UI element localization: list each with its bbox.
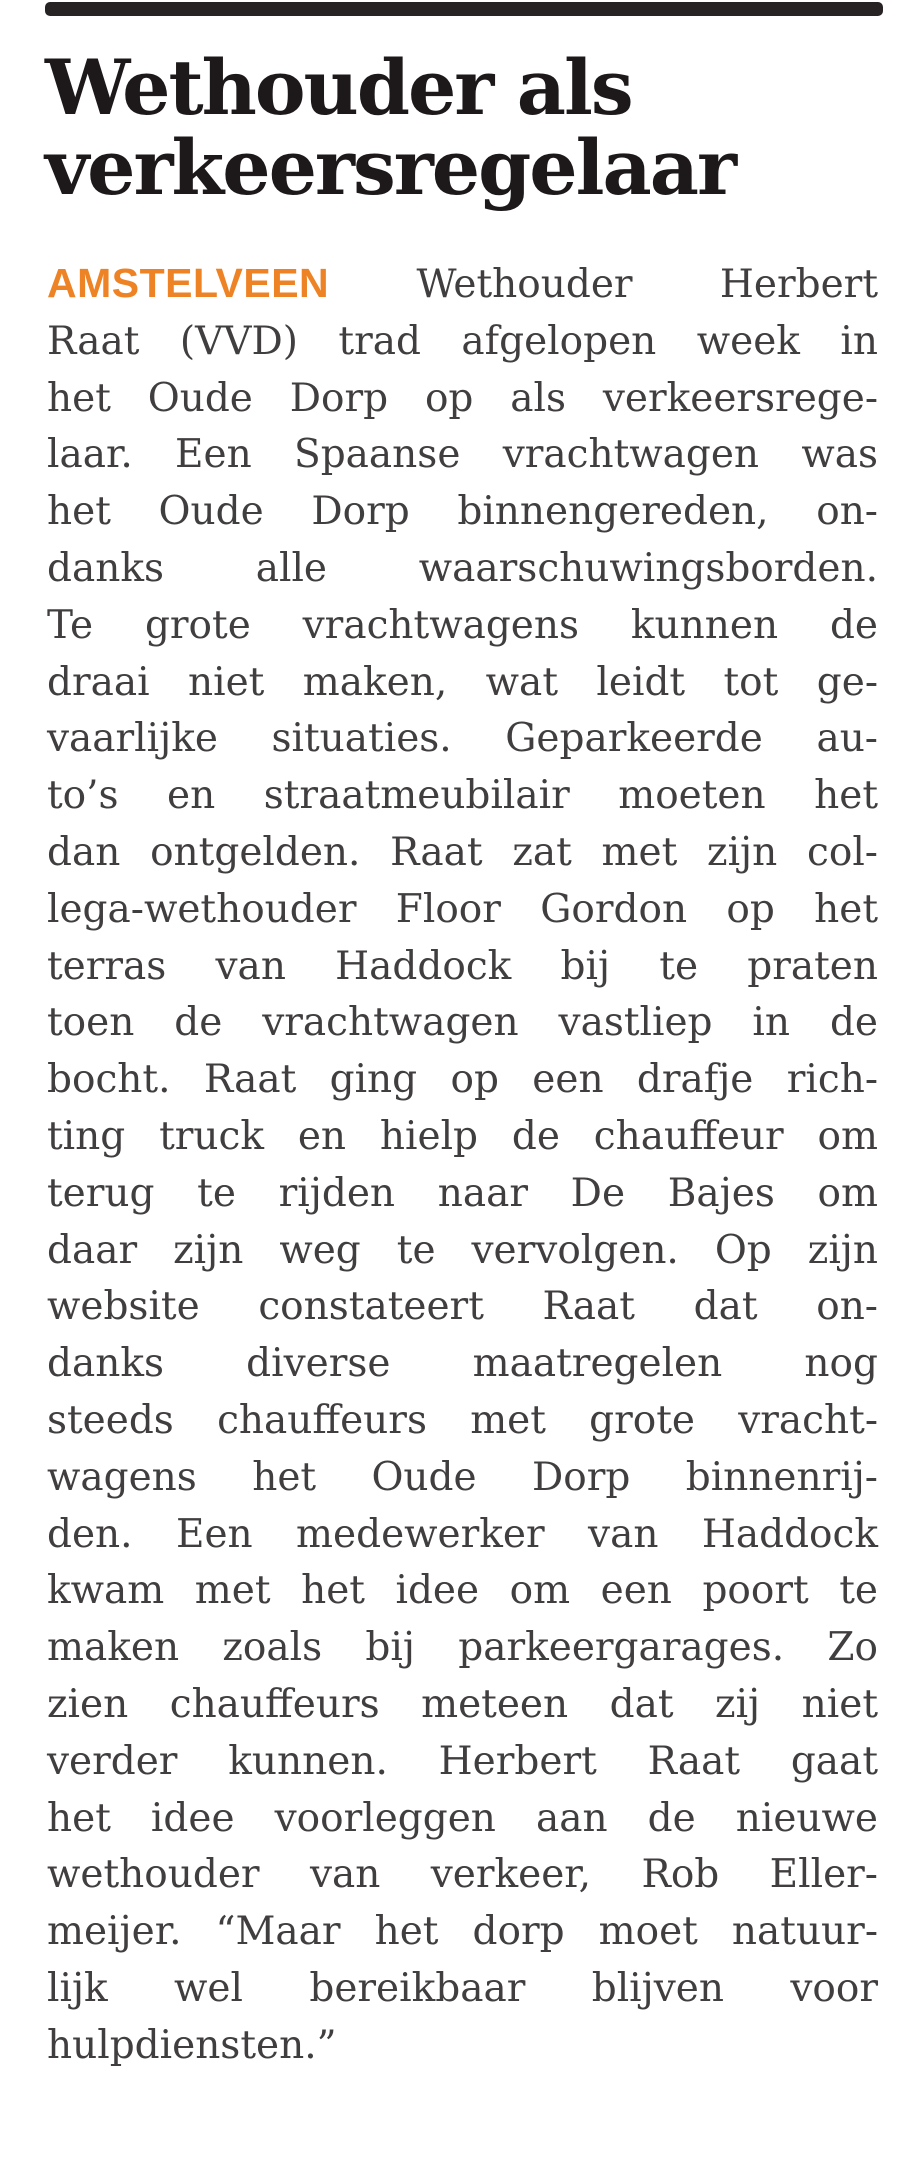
body-line: bocht. Raat ging op een drafje rich- [47,1057,878,1103]
body-line: wethouder van verkeer, Rob Eller- [47,1852,878,1898]
body-line: ting truck en hielp de chauffeur om [47,1113,878,1159]
body-line: laar. Een Spaanse vrachtwagen was [47,432,878,478]
body-line: maken zoals bij parkeergarages. Zo [47,1625,878,1671]
article-headline [45,43,905,212]
body-line: Raat (VVD) trad afgelopen week in [47,318,878,364]
body-line: vaarlijke situaties. Geparkeerde au- [47,716,878,762]
body-line: wagens het Oude Dorp binnenrij- [47,1454,878,1500]
body-line: to’s en straatmeubilair moeten het [47,773,878,819]
body-line: het Oude Dorp op als verkeersrege- [47,375,878,421]
body-line: het idee voorleggen aan de nieuwe [47,1795,878,1841]
body-line: kwam met het idee om een poort te [47,1568,878,1614]
body-line: zien chauffeurs meteen dat zij niet [47,1681,878,1727]
body-line: lijk wel bereikbaar blijven voor [47,1965,878,2011]
body-line: steeds chauffeurs met grote vracht- [47,1397,878,1443]
body-line: Te grote vrachtwagens kunnen de [47,602,878,648]
body-line: het Oude Dorp binnengereden, on- [47,489,878,535]
body-line: terug te rijden naar De Bajes om [47,1170,878,1216]
body-line: danks alle waarschuwingsborden. [47,545,878,591]
body-line: danks diverse maatregelen nog [47,1341,878,1387]
body-line: den. Een medewerker van Haddock [47,1511,878,1557]
top-rule-divider [45,2,883,16]
body-line: toen de vrachtwagen vastliep in de [47,1000,878,1046]
body-line: draai niet maken, wat leidt tot ge- [47,659,878,705]
body-line: meijer. “Maar het dorp moet natuur- [47,1909,878,1955]
article-body [47,255,878,2075]
body-line: lega-wethouder Floor Gordon op het [47,886,878,932]
body-line: hulpdiensten.” [47,2022,337,2068]
dateline-label: AMSTELVEEN [47,260,330,306]
body-line: terras van Haddock bij te praten [47,943,878,989]
headline-line-1: Wethouder als [45,43,632,132]
body-line: dan ontgelden. Raat zat met zijn col- [47,829,878,875]
body-line: AMSTELVEEN Wethouder Herbert [47,260,878,307]
headline-line-2: verkeersregelaar [45,123,736,212]
body-line: daar zijn weg te vervolgen. Op zijn [47,1227,878,1273]
body-line: website constateert Raat dat on- [47,1284,878,1330]
body-line: verder kunnen. Herbert Raat gaat [47,1738,878,1784]
